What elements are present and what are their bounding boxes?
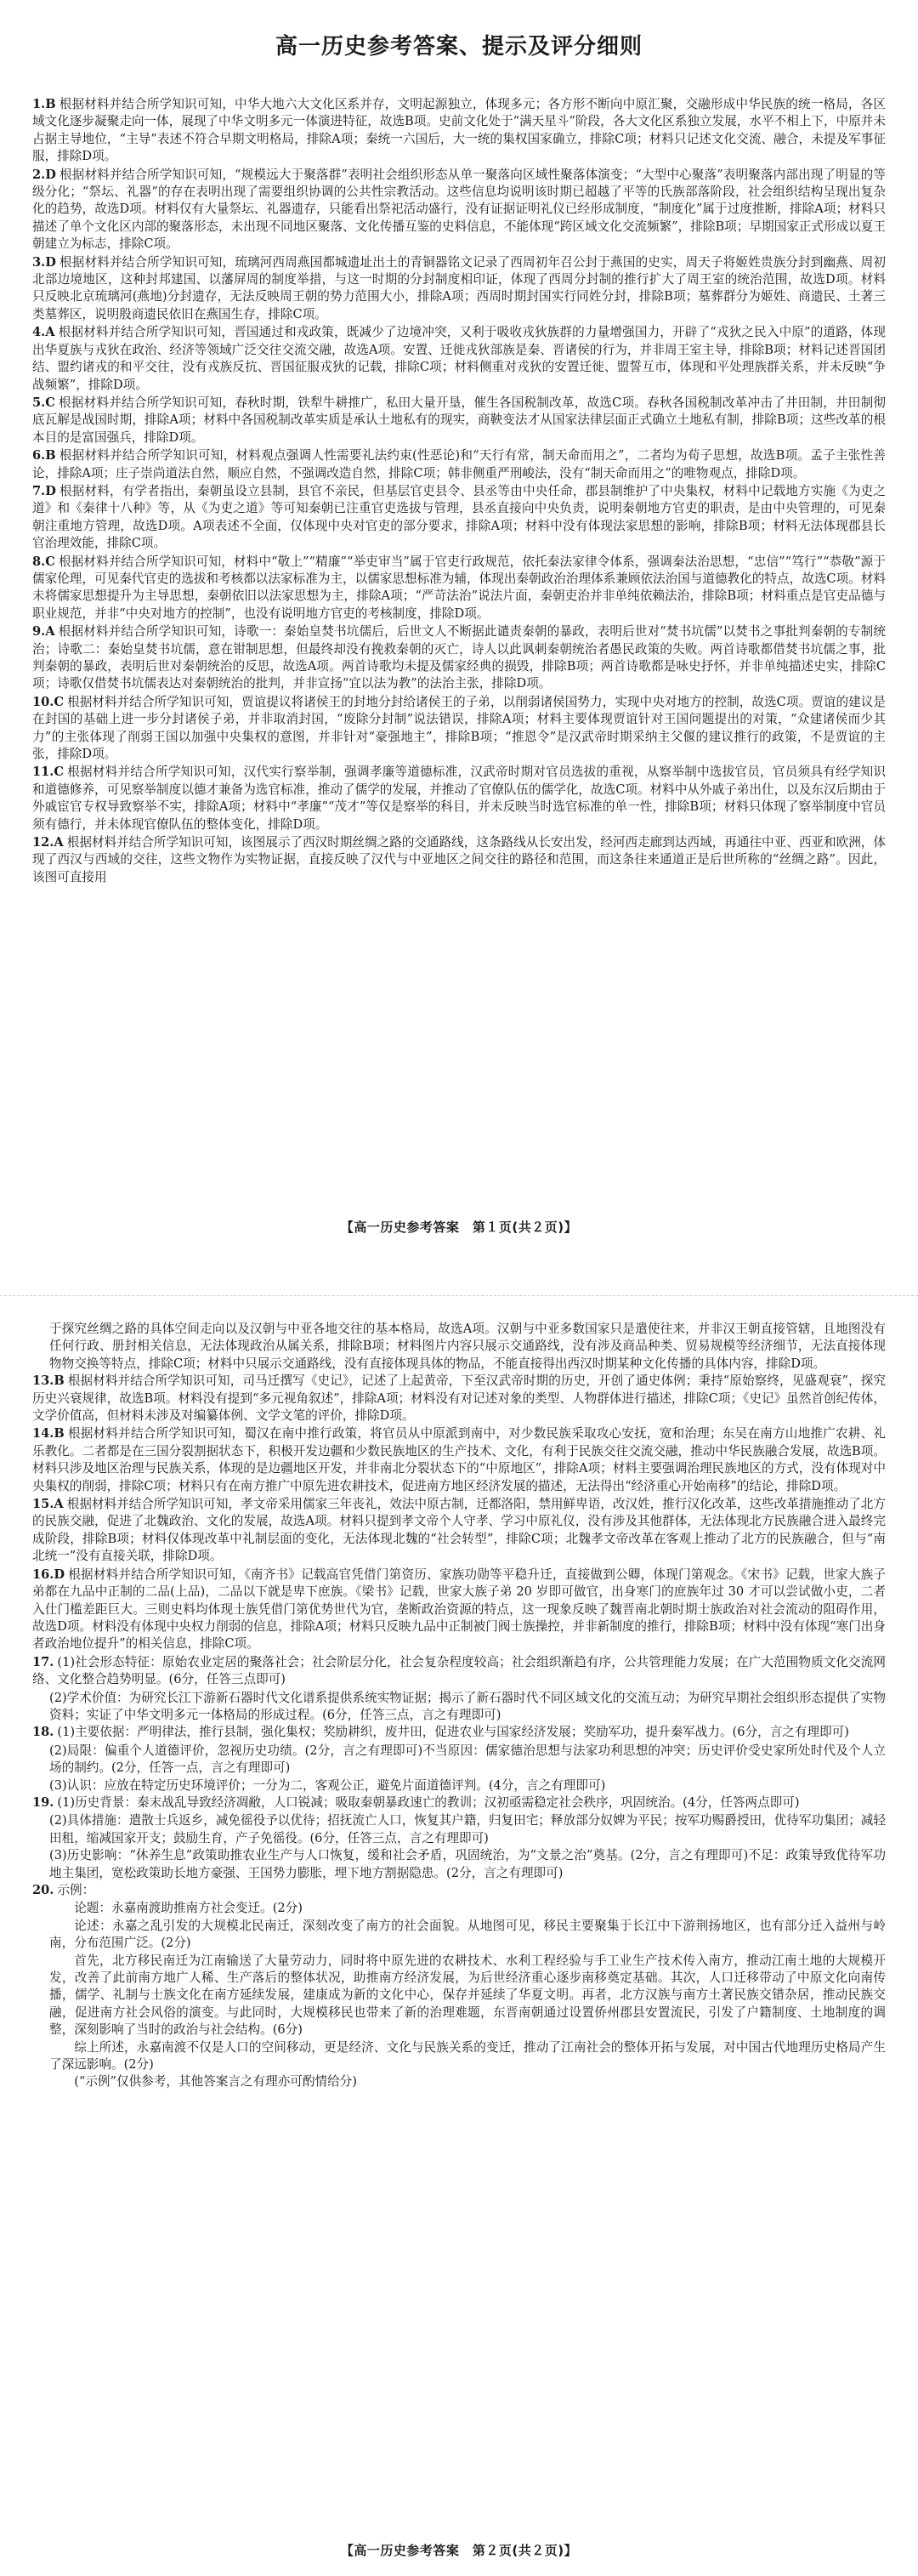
essay-paragraph: 综上所述，永嘉南渡不仅是人口的空间移动，更是经济、文化与民族关系的变迁，推动了江南社会的整体开拓与发展，对中国古代地理历史格局产生了深远影响。(2分): [49, 2039, 886, 2073]
answer-number: 18.: [32, 1725, 54, 1740]
page-title: 高一历史参考答案、提示及评分细则: [275, 34, 643, 60]
answer-list-page-2: [32, 1321, 886, 1899]
answer-text: 根据材料并结合所学知识可知，《南齐书》记载高官凭借门第资历、家族功勋等平稳升迁，直接做到公卿，体现门第观念。《宋书》记载，世家大族子弟都在九品中正制的二品(上品)，二品以下就是卑下庶族。《梁书》记载，世家大族子弟 20 岁即可做官，出身寒门的庶族年过 30 才可以尝试做小吏，二者入仕门槛差距巨大。三则史料均体现士族凭借门第优势世代为官，垄断政治资源的特点，这一现象反映了魏晋南北朝时期士族政治对社会流动的阻碍作用，故选D项。材料没有体现中央权力削弱的信息，排除A项；材料只反映九品中正制被门阀士族操控，并非新制度的推行，排除B项；材料中没有体现“寒门出身者政治地位提升”的相关信息，排除C项。: [32, 1567, 886, 1652]
answer-text: 根据材料并结合所学知识可知，贾谊提议将诸侯王的封地分封给诸侯王的子弟，以削弱诸侯国势力，实现中央对地方的控制，故选C项。贾谊的建议是在封国的基础上进一步分封诸侯子弟，并非取消封国，“废除分封制”说法错误，排除A项；材料主要体现贾谊针对王国问题提出的对策，“众建诸侯而少其力”的主张体现了削弱王国以加强中央集权的意图，并非针对“豪强地主”，排除B项；“推恩令”是汉武帝时期采纳主父偃的建议推行的政策，不是贾谊的主张，排除D项。: [32, 694, 886, 762]
answer-item: [32, 96, 886, 166]
answer-number: 1.B: [32, 97, 56, 111]
answer-item: [32, 834, 886, 886]
answer-number: 14.B: [32, 1426, 65, 1442]
answer-number: 20.: [32, 1883, 54, 1897]
answer-item: [32, 1777, 886, 1794]
essay-thesis: 论题：永嘉南渡助推南方社会变迁。(2分): [74, 1901, 303, 1916]
answer-text: 根据材料并结合所学知识可知，司马迁撰写《史记》，记述了上起黄帝，下至汉武帝时期的历史，开创了通史体例；秉持“原始察终，见盛观衰”，探究历史兴衰规律，故选B项。材料没有提到“多元视角叙述”，排除A项；材料没有对记述对象的类型、人物群体进行描述，排除C项；《史记》虽然首创纪传体，文学价值高，但材料未涉及对编纂体例、文学文笔的评价，排除D项。: [32, 1373, 886, 1424]
essay-example: [32, 1900, 886, 2090]
answer-number: 8.C: [32, 554, 55, 569]
answer-item: [32, 324, 886, 394]
answer-item: [32, 395, 886, 446]
answer-number: 19.: [32, 1794, 54, 1810]
answer-text: 根据材料并结合所学知识可知，孝文帝采用儒家三年丧礼，效法中原古制，迁都洛阳，禁用鲜卑语，改汉姓，推行汉化改革，这些改革措施推动了北方的民族交融，促进了北魏政治、文化的发展，故选A项。材料只提到孝文帝个人守孝、学习中原礼仪，没有涉及其他群体，无法体现北方民族融合进入最终完成阶段，排除B项；材料仅体现改革中礼制层面的变化，无法体现北魏的“社会转型”，排除C项；北魏孝文帝改革在客观上推动了北方的民族融合，但与“南北统一”没有直接关联，排除D项。: [32, 1497, 886, 1564]
answer-item: [32, 1425, 886, 1495]
answer-number: 2.D: [32, 167, 56, 182]
answer-item: [32, 167, 886, 253]
answer-item: [32, 483, 886, 553]
answer-number: 3.D: [32, 254, 56, 270]
answer-number: 12.A: [32, 835, 64, 850]
page-footer-2: 【高一历史参考答案 第２页(共２页)】: [340, 2543, 578, 2558]
answer-item: [32, 1812, 886, 1847]
answer-text: (1)主要依据：严明律法，推行县制，强化集权；奖励耕织，废井田，促进农业与国家经济发展；奖励军功，提升秦军战力。(6分，言之有理即可): [57, 1725, 849, 1740]
answer-item: [32, 447, 886, 482]
answer-page-2: [32, 1321, 886, 2091]
answer-number: 6.B: [32, 448, 56, 463]
answer-number: 11.C: [32, 765, 65, 780]
answer-text: 根据材料并结合所学知识可知，蜀汉在南中推行政策，将官员从中原派到南中，对少数民族采取攻心安抚，宽和治理；东吴在南方山地推广农耕、礼乐教化。二者都是在三国分裂割据状态下，积极开发边疆和少数民族地区的生产技术、文化，有利于民族交往交流交融，推动中华民族融合发展，故选B项。材料只涉及地区治理与民族关系，体现的是边疆地区开发，并非南北分裂状态下的“中原地区”，排除A项；材料主要强调治理民族地区的方式，没有体现对中央集权的削弱，排除C项；材料只有在南方推广中原先进农耕技术，促进南方地区经济发展的描述，无法得出“经济重心开始南移”的结论，排除D项。: [32, 1426, 886, 1493]
answer-item: [32, 1373, 886, 1424]
answer-text: (2)局限：偏重个人道德评价，忽视历史功绩。(2分，言之有理即可)不当原因：儒家德治思想与法家功利思想的冲突；历史评价受史家所处时代及个人立场的制约。(2分，任答一点，言之有理即可): [49, 1743, 886, 1776]
answer-text: 根据材料并结合所学知识可知，“规模远大于聚落群”表明社会组织形态从单一聚落向区域性聚落体演变；“大型中心聚落”表明聚落内部出现了明显的等级分化；“祭坛、礼器”的存在表明出现了需要组织协调的公共性宗教活动。这些信息均说明该时期已超越了平等的氏族部落阶段，社会组织结构呈现出复杂化的趋势，故选D项。材料仅有大量祭坛、礼器遗存，只能看出祭祀活动盛行，没有证据证明礼仪已经形成制度，“制度化”属于过度推断，排除A项；材料只描述了单个文化区内部的聚落形态，未出现不同地区聚落、文化传播互鉴的史料信息，不能体现“跨区域文化交流频繁”，排除B项；早期国家正式形成以夏王朝建立为标志，排除C项。: [32, 167, 886, 252]
answer-item: [32, 254, 886, 324]
answer-item: [32, 1882, 886, 1899]
answer-item: [32, 554, 886, 623]
answer-item: [32, 1690, 886, 1725]
answer-text: 根据材料并结合所学知识可知，诗歌一：秦始皇焚书坑儒后，后世文人不断据此谴责秦朝的暴政，表明后世对“焚书坑儒”以焚书之事批判秦朝的专制统治；诗歌二：秦始皇焚书坑儒，意在钳制思想，但最终却没有挽救秦朝的灭亡，诗人以此讽刺秦朝统治者愚民政策的失败。两首诗歌都借焚书坑儒之事，批判秦朝的暴政，表明后世对秦朝统治的反思，故选A项。两首诗歌均未提及儒家经典的损毁，排除B项；两首诗歌都是咏史抒怀，并非单纯描述史实，排除C项；诗歌仅借焚书坑儒表达对秦朝统治的批判，并非宣扬“宜以法为教”的法治主张，排除D项。: [32, 624, 886, 691]
answer-text: (3)历史影响：“休养生息”政策助推农业生产与人口恢复，缓和社会矛盾，巩固统治，为“文景之治”奠基。(2分，言之有理即可)不足：政策导致优待军功地主集团，宽松政策助长地方豪强、王国势力膨胀，埋下地方割据隐患。(2分，言之有理即可): [49, 1848, 886, 1880]
answer-text: 根据材料并结合所学知识可知，材料观点强调人性需要礼法约束(性恶论)和“天行有常，制天命而用之”，二者均为荀子思想，故选B项。孟子主张性善论，排除A项；庄子崇尚道法自然，顺应自然，不强调改造自然，排除C项；韩非侧重严刑峻法，没有“制天命而用之”的唯物观点，排除D项。: [32, 448, 886, 481]
answer-item: [32, 623, 886, 693]
answer-item: [32, 694, 886, 764]
answer-number: 15.A: [32, 1497, 64, 1512]
page-divider: [0, 1295, 918, 1296]
answer-item: [32, 1654, 886, 1689]
answer-item: [32, 1321, 886, 1373]
essay-paragraph: 首先，北方移民南迁为江南输送了大量劳动力，同时将中原先进的农耕技术、水利工程经验与手工业生产技术传入南方，推动江南土地的大规模开发，改善了此前南方地广人稀、生产落后的整体状况，助推南方经济发展，为后世经济重心逐步南移奠定基础。其次，人口迁移带动了中原文化向南传播，儒学、礼制与士族文化在南方延续发展，建康成为新的文化中心，保存并延续了华夏文明。再者，北方汉族与南方土著民族交错杂居，推动民族交融，促进南方社会风俗的演变。与此同时，大规模移民也带来了新的治理难题，东晋南朝通过设置侨州郡县安置流民，引发了户籍制度、土地制度的调整，深刻影响了当时的政治与社会结构。(6分): [49, 1953, 886, 2038]
answer-page-1: [32, 0, 886, 887]
answer-number: 7.D: [32, 483, 56, 498]
answer-number: 16.D: [32, 1567, 65, 1582]
answer-item: [32, 1567, 886, 1653]
answer-text: 根据材料并结合所学知识可知，该图展示了西汉时期丝绸之路的交通路线，这条路线从长安出发，经河西走廊到达西域，再通往中亚、西亚和欧洲，体现了西汉与西域的交往，这些文物作为实物证据，直接反映了汉代与中亚地区之间交往的路径和范围，而这条往来通道正是后世所称的“丝绸之路”。因此，该图可直接用: [32, 835, 886, 884]
answer-number: 9.A: [32, 624, 55, 640]
answer-text: (1)社会形态特征：原始农业定居的聚落社会；社会阶层分化，社会复杂程度较高；社会组织渐趋有序，公共管理能力发展；在广大范围物质文化交流网络、文化整合趋势明显。(6分，任答三点即可): [32, 1654, 886, 1687]
answer-text: (2)学术价值：为研究长江下游新石器时代文化谱系提供系统实物证据；揭示了新石器时代不同区域文化的交流互动；为研究早期社会组织形态提供了实物资料；实证了中华文明多元一体格局的形成过程。(6分，任答三点，言之有理即可): [49, 1690, 886, 1722]
essay-note: (“示例”仅供参考，其他答案言之有理亦可酌情给分): [74, 2074, 357, 2090]
answer-text: (3)认识：应放在特定历史环境评价；一分为二，客观公正，避免片面道德评判。(4分，言之有理即可): [49, 1777, 606, 1793]
answer-item: [32, 1847, 886, 1882]
answer-text: 根据材料并结合所学知识可知，汉代实行察举制，强调孝廉等道德标准，汉武帝时期对官员选拔的重视，从察举制中选拔官员，官员须具有经学知识和道德修养，可见察举制度以德才兼备为选官标准，推动了儒学的发展，并推动了官僚队伍的儒学化，故选C项。材料中从外戚子弟出仕，以及东汉后期由于外戚宦官专权导致察举不实，排除A项；材料中“孝廉”“茂才”等仅是察举的科目，并未反映当时选官标准的单一性，排除B项；材料只体现了察举制度中官员须有德行，并未体现官僚队伍的整体变化，排除D项。: [32, 765, 886, 832]
answer-text: (2)具体措施：遣散士兵返乡，减免徭役予以优待；招抚流亡人口，恢复其户籍，归复田宅；释放部分奴婢为平民；按军功赐爵授田，优待军功集团；减轻田租，缩减国家开支；鼓励生育，产子免徭役。(6分，任答三点，言之有理即可): [49, 1813, 886, 1845]
answer-item: [32, 764, 886, 833]
answer-list-page-1: [32, 96, 886, 886]
page-footer-1: 【高一历史参考答案 第１页(共２页)】: [340, 1220, 578, 1235]
essay-paragraph: 论述：永嘉之乱引发的大规模北民南迁，深刻改变了南方的社会面貌。从地图可见，移民主要聚集于长江中下游荆扬地区，也有部分迁入益州与岭南，分布范围广泛。(2分): [49, 1918, 886, 1951]
answer-item: [32, 1743, 886, 1777]
answer-text: 根据材料并结合所学知识可知，琉璃河西周燕国都城遗址出土的青铜器铭文记录了西周初年召公封于燕国的史实，周天子将姬姓贵族分封到幽燕、周初北部边境地区，这种封邦建国、以藩屏周的制度举措，与这一时期的分封制度相印证，体现了西周分封制的推行扩大了周王室的统治范围，故选D项。材料只反映北京琉璃河(燕地)分封遗存，无法反映周王朝的势力范围大小，排除A项；西周时期封国实行同姓分封，排除B项；墓葬群分为姬姓、商遗民、土著三类墓葬区，说明殷商遗民依旧在燕国生存，排除C项。: [32, 254, 886, 321]
answer-number: 4.A: [32, 325, 55, 340]
answer-number: 13.B: [32, 1373, 65, 1389]
answer-text: 根据材料并结合所学知识可知，材料中“敬上”“精廉”“举吏审当”属于官吏行政规范，依托秦法家律令体系，强调秦法治思想，“忠信”“笃行”“恭敬”源于儒家伦理，可见秦代官吏的选拔和考核都以法家标准为主，以儒家思想标准为辅，体现出秦朝政治治理体系兼顾依法治国与道德教化的特点，故选C项。材料未将儒家思想提升为主导思想，秦朝依旧以法家思想为主，排除A项；“严苛法治”说法片面，秦朝吏治并非单纯依赖法治，排除B项；材料重点是官吏品德与职业规范，并非“中央对地方的控制”，也没有说明地方官吏的考核制度，排除D项。: [32, 554, 886, 621]
answer-text: 于探究丝绸之路的具体空间走向以及汉朝与中亚各地交往的基本格局，故选A项。汉朝与中亚多数国家只是遣使往来，并非汉王朝直接管辖，且地图没有任何行政、册封相关信息，无法体现政治从属关系，排除B项；材料图片内容只展示交通路线，没有涉及商品种类、贸易规模等经济细节，无法直接体现物物交换等特点，排除C项；材料中只展示交通路线，没有直接体现具体的物品，不能直接得出西汉时期某种文化传播的具体内容，排除D项。: [49, 1322, 886, 1371]
answer-text: 根据材料并结合所学知识可知，春秋时期，铁犁牛耕推广，私田大量开垦，催生各国税制改革，故选C项。春秋各国税制改革冲击了井田制，井田制彻底瓦解是战国时期，排除A项；材料中各国税制改革实质是承认土地私有的现实，商鞅变法才从国家法律层面正式确立土地私有制，排除B项；这些改革的根本目的是富国强兵，排除D项。: [32, 395, 886, 445]
answer-number: 17.: [32, 1654, 54, 1669]
answer-item: [32, 1794, 886, 1811]
answer-text: (1)历史背景：秦末战乱导致经济凋敝，人口锐减；吸取秦朝暴政速亡的教训；汉初亟需稳定社会秩序，巩固统治。(4分，任答两点即可): [57, 1794, 800, 1810]
answer-text: 根据材料并结合所学知识可知，中华大地六大文化区系并存，文明起源独立，体现多元；各方形不断向中原汇聚，交融形成中华民族的统一格局，各区域文化逐步凝聚走向一体，展现了中华文明多元一体演进特征，故选B项。史前文化处于“满天星斗”阶段，各大文化区系独立发展，水平不相上下，中原并未占据主导地位，“主导”表述不符合早期文明格局，排除A项；秦统一六国后，大一统的集权国家确立，排除C项；材料只记述文化交流、融合，未提及军事征服，排除D项。: [32, 97, 886, 164]
answer-text: 根据材料，有学者指出，秦朝虽设立县制，县官不亲民，但基层官吏县令、县丞等由中央任命，郡县制维护了中央集权，材料中记载地方实施《为吏之道》和《秦律十八种》等，从《为吏之道》等可知秦朝已注重官吏选拔与管理，县丞直接向中央负责，说明秦朝地方官吏的职责，是由中央管理的，可见秦朝注重地方管理，故选D项。A项表述不全面，仅体现中央对官吏的部分要求，排除A项；材料中没有体现法家思想的影响，排除B项；材料无法体现郡县长官治理效能，排除C项。: [32, 483, 886, 551]
answer-text: 根据材料并结合所学知识可知，晋国通过和戎政策，既减少了边境冲突，又利于吸收戎狄族群的力量增强国力，开辟了“戎狄之民入中原”的道路，体现出华夏族与戎狄在政治、经济等领域广泛交往交流交融，故选A项。安置、迁徙戎狄部族是秦、晋诸侯的行为，并非周王室主导，排除B项；材料记述晋国团结、盟约诸戎的和平交往，没有戎族反抗、晋国征服戎狄的记载，排除C项；材料侧重对戎狄的安置迁徙、盟誓互市，体现和平处理族群关系，并未反映“争战频繁”，排除D项。: [32, 325, 886, 392]
answer-number: 5.C: [32, 395, 55, 410]
answer-item: [32, 1496, 886, 1566]
answer-text: 示例：: [57, 1883, 95, 1897]
answer-number: 10.C: [32, 694, 65, 709]
answer-item: [32, 1724, 886, 1741]
